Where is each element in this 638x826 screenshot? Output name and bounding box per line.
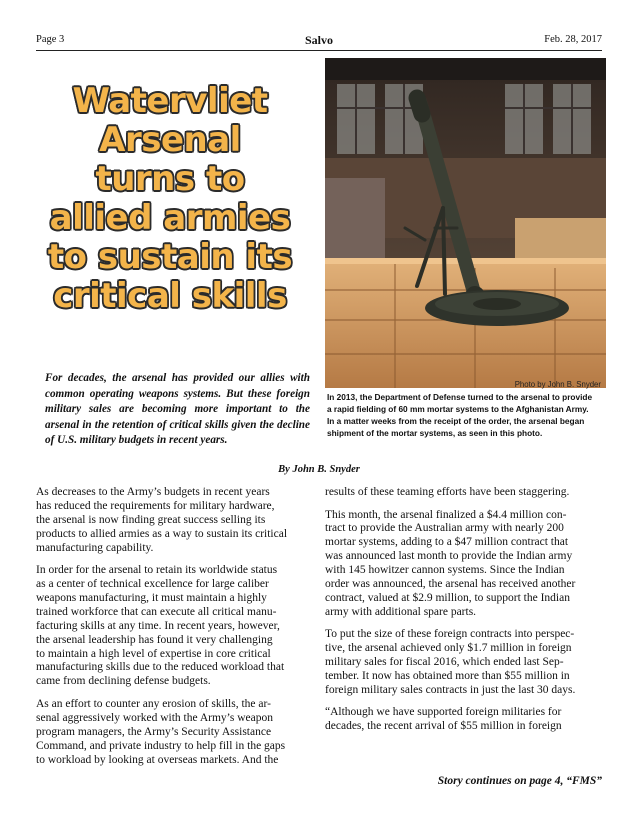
article-column-right [325, 486, 605, 743]
text-line: tember. It now has obtained more than $55 million in [325, 670, 570, 683]
headline-line: allied armies [49, 198, 291, 238]
text-line: the arsenal is now finding great success selling its [36, 513, 266, 526]
text-line: to workload by looking at overseas markets. And the [36, 753, 279, 766]
text-line: order was announced, the arsenal has received another [325, 578, 576, 591]
text-line: army with additional spare parts. [325, 605, 477, 618]
text-line: manufacturing capability. [36, 541, 154, 554]
caption-line: shipment of the mortar systems, as seen in this photo. [327, 428, 543, 438]
page-header [36, 34, 602, 50]
paragraph [36, 698, 308, 768]
text-line: program managers, the Army’s Security Assistance [36, 725, 272, 738]
headline-line: Arsenal [99, 120, 241, 160]
text-line: decades, the recent arrival of $55 million in foreign [325, 720, 562, 733]
text-line: has reduced the requirements for military hardware, [36, 499, 275, 512]
photo-credit: Photo by John B. Snyder [514, 380, 601, 389]
text-line: “Although we have supported foreign militaries for [325, 706, 562, 719]
text-line: tract to provide the Australian army with nearly 200 [325, 522, 564, 535]
text-line: results of these teaming efforts have been staggering. [325, 486, 570, 498]
mortar-photo [325, 58, 606, 388]
text-line: military sales for fiscal 2016, which ended last Sep- [325, 656, 564, 669]
article-column-left [36, 486, 308, 776]
text-line: In order for the arsenal to retain its worldwide status [36, 564, 278, 577]
caption-line: In a matter weeks from the receipt of the order, the arsenal began [327, 416, 585, 426]
headline-line: Watervliet [72, 81, 268, 121]
headline-line: critical skills [53, 276, 287, 316]
text-line: as a center of technical excellence for large caliber [36, 578, 269, 591]
paragraph [36, 564, 308, 689]
text-line: foreign military sales contracts in just the last 30 days. [325, 683, 576, 696]
text-line: Command, and private industry to help fill in the gaps [36, 739, 286, 752]
publication-name: Salvo [304, 33, 333, 47]
text-line: the arsenal leadership has found it very challenging [36, 633, 273, 646]
text-line: As an effort to counter any erosion of skills, the ar- [36, 697, 271, 710]
caption-line: a rapid fielding of 60 mm mortar systems to the Afghanistan Army. [327, 404, 589, 414]
story-continuation-link[interactable]: Story continues on page 4, “FMS” [437, 775, 602, 787]
text-line: facturing skills at any time. In recent years, however, [36, 619, 280, 632]
text-line: This month, the arsenal finalized a $4.4 million con- [325, 508, 567, 521]
text-line: tive, the arsenal achieved only $1.7 million in foreign [325, 642, 572, 655]
photo-caption [327, 391, 605, 439]
paragraph [325, 706, 605, 734]
text-line: was announced last month to provide the Indian army [325, 550, 573, 563]
paragraph [325, 486, 605, 500]
headline [34, 82, 306, 316]
header-rule [36, 50, 602, 51]
text-line: mortar systems, adding to a $47 million contract that [325, 536, 569, 549]
paragraph [36, 486, 308, 556]
text-line: contract, valued at $2.9 million, to support the Indian [325, 591, 570, 604]
text-line: trained workforce that can execute all critical manu- [36, 605, 277, 618]
issue-date: Feb. 28, 2017 [544, 34, 602, 45]
text-line: As decreases to the Army’s budgets in recent years [36, 486, 270, 498]
text-line: products to allied armies as a way to sustain its critical [36, 527, 288, 540]
text-line: with 145 howitzer cannon systems. Since the Indian [325, 564, 565, 577]
text-line: To put the size of these foreign contracts into perspec- [325, 628, 575, 641]
text-line: came from declining defense budgets. [36, 675, 211, 688]
paragraph [325, 509, 605, 620]
headline-line: turns to [95, 159, 245, 199]
text-line: manufacturing skills due to the reduced workload that [36, 661, 285, 674]
paragraph [325, 628, 605, 698]
caption-line: In 2013, the Department of Defense turned to the arsenal to provide [327, 392, 593, 402]
text-line: senal aggressively worked with the Army’s weapon [36, 711, 273, 724]
byline: By John B. Snyder [278, 464, 360, 475]
deck-summary: For decades, the arsenal has provided our allies with common operating weapons systems. But these foreign military sales are becoming more important to the arsenal in the retention of critical skills given the decline of U.S. military budgets in recent years. [45, 372, 310, 446]
page-number: Page 3 [36, 34, 65, 45]
text-line: weapons manufacturing, it must maintain a highly [36, 591, 267, 604]
text-line: to maintain a high level of expertise in core critical [36, 647, 271, 660]
headline-line: to sustain its [47, 237, 293, 277]
